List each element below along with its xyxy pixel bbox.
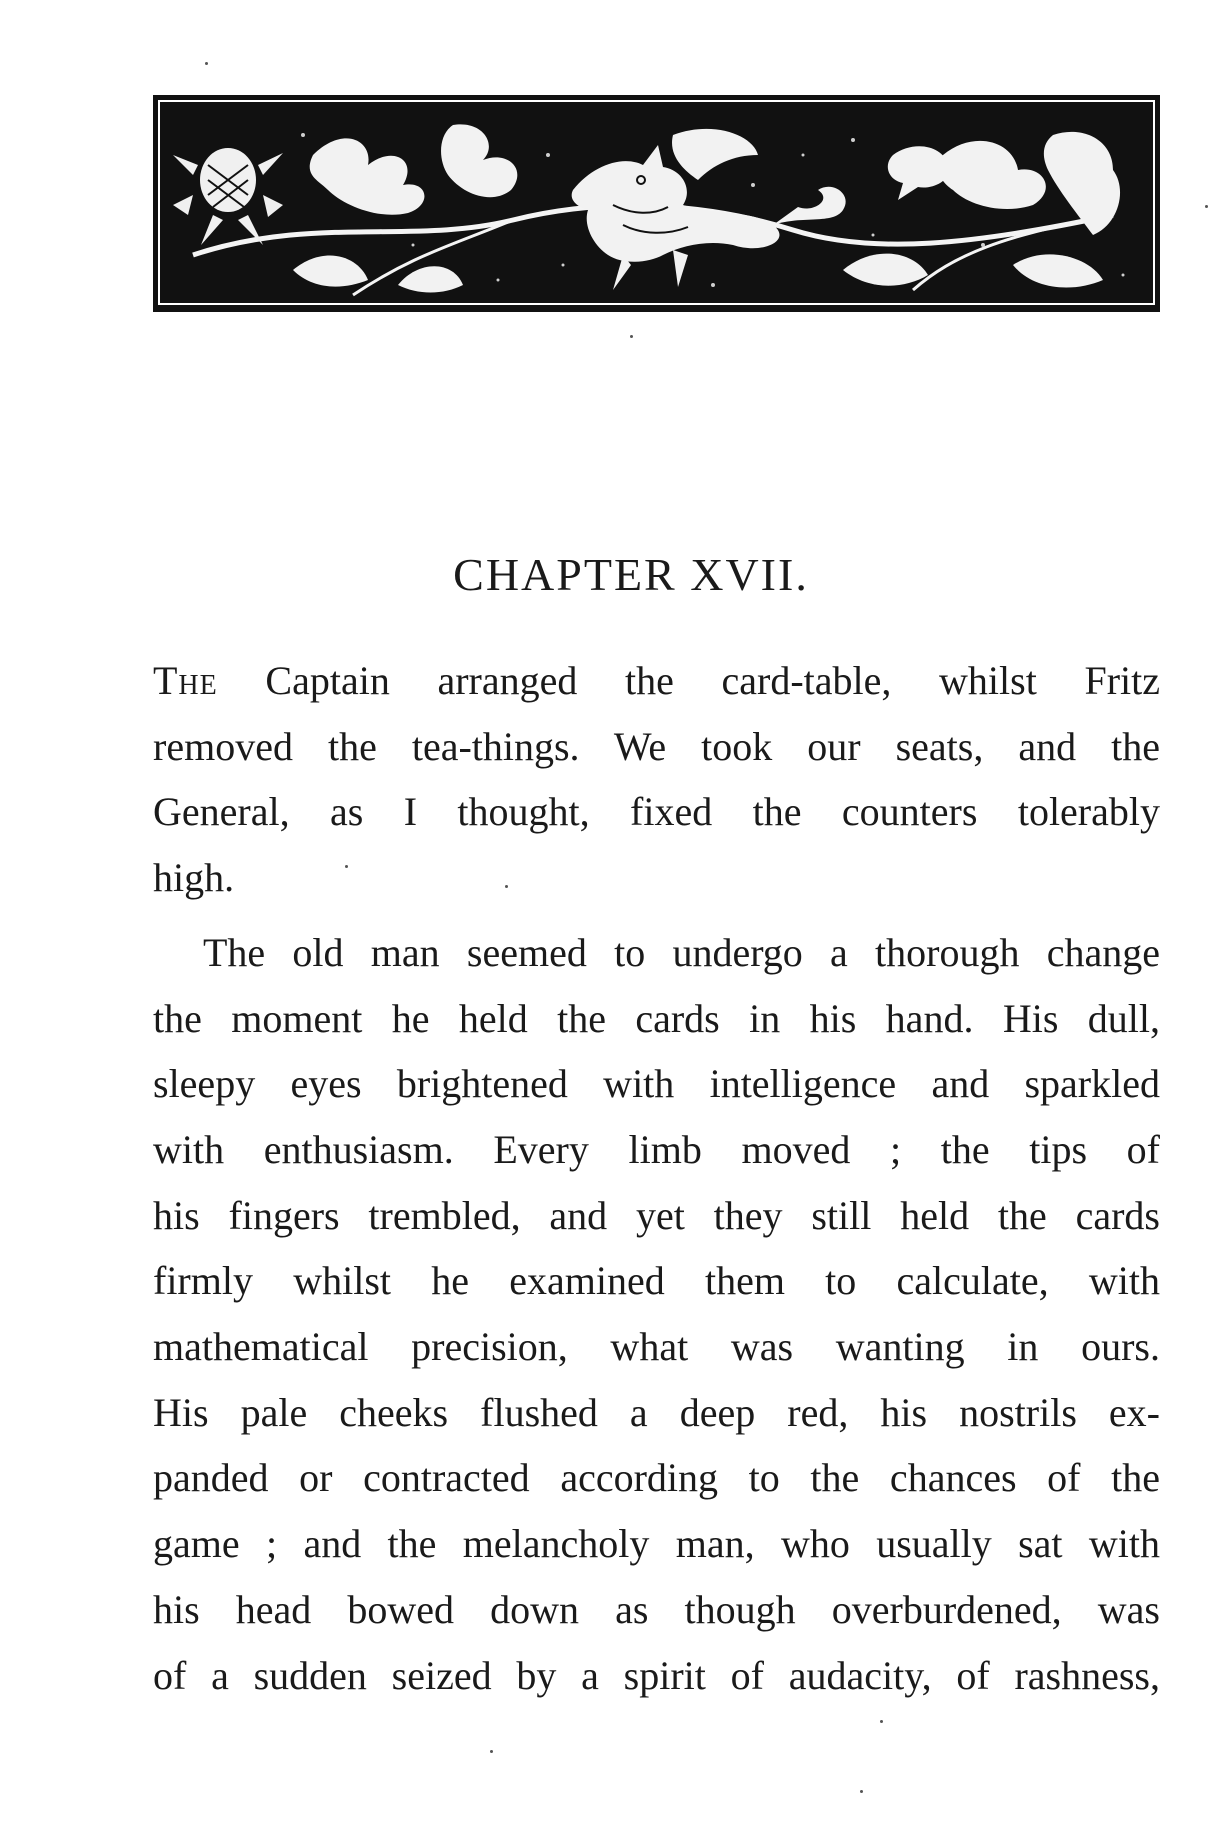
text-line: with enthusiasm. Every limb moved ; the tips of bbox=[153, 1126, 1160, 1172]
text-line: his fingers trembled, and yet they still held the cards bbox=[153, 1192, 1160, 1238]
text-line: mathematical precision, what was wanting in ours. bbox=[153, 1324, 1160, 1370]
text-line: panded or contracted according to the chances of the bbox=[153, 1455, 1160, 1501]
text-line: General, as I thought, fixed the counters tolerably bbox=[153, 789, 1160, 835]
paragraph-2 bbox=[153, 920, 1160, 1708]
text-line: high. bbox=[153, 855, 235, 901]
text-line: the moment he held the cards in his hand. His dull, bbox=[153, 995, 1160, 1041]
text-line: his head bowed down as though overburdened, was bbox=[153, 1586, 1160, 1632]
text-line: The old man seemed to undergo a thorough change bbox=[203, 929, 1160, 975]
text-line: His pale cheeks flushed a deep red, his nostrils ex- bbox=[153, 1389, 1160, 1435]
text-line: of a sudden seized by a spirit of audacity, of rashness, bbox=[153, 1652, 1160, 1698]
ornamental-headpiece-icon bbox=[153, 95, 1160, 312]
chapter-body bbox=[153, 648, 1160, 1708]
paragraph-1 bbox=[153, 648, 1160, 911]
text-line: firmly whilst he examined them to calculate, with bbox=[153, 1258, 1160, 1304]
text-line: game ; and the melancholy man, who usually sat with bbox=[153, 1521, 1160, 1567]
drop-lead-word: The bbox=[153, 658, 218, 703]
text-line: sleepy eyes brightened with intelligence and sparkled bbox=[153, 1061, 1160, 1107]
text-line: The Captain arranged the card-table, whilst Fritz bbox=[153, 658, 1160, 703]
text-line: removed the tea-things. We took our seats, and the bbox=[153, 723, 1160, 769]
chapter-title: CHAPTER XVII. bbox=[453, 549, 809, 600]
